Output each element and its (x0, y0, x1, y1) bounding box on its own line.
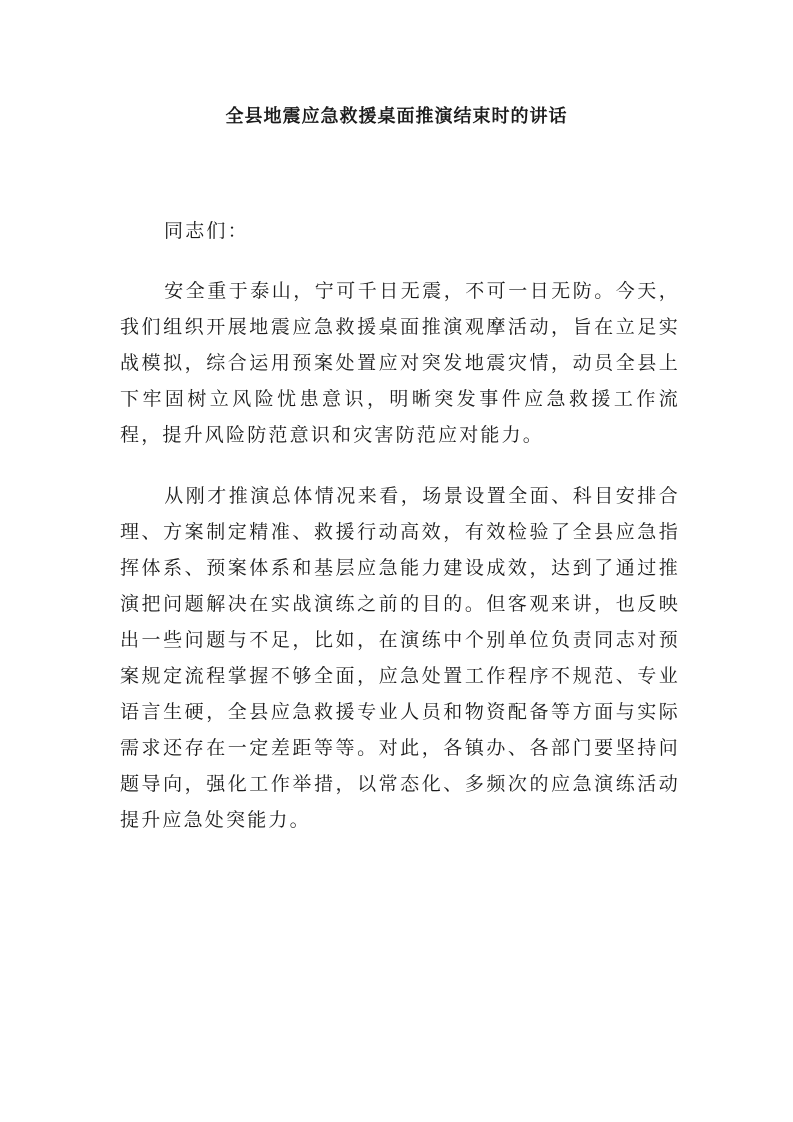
paragraph-1-text: 安全重于泰山，宁可千日无震，不可一日无防。今天，我们组织开展地震应急救援桌面推演观摩活动，旨在立足实战模拟，综合运用预案处置应对突发地震灾情，动员全县上下牢固树立风险忧患意识，明晰突发事件应急救援工作流程，提升风险防范意识和灾害防范应对能力。 (120, 280, 680, 446)
salutation-text: 同志们： (164, 220, 249, 242)
paragraph-2 (120, 478, 680, 838)
salutation (120, 213, 680, 249)
document-title: 全县地震应急救援桌面推演结束时的讲话 (225, 106, 568, 127)
paragraph-2-text: 从刚才推演总体情况来看，场景设置全面、科目安排合理、方案制定精准、救援行动高效，有效检验了全县应急指挥体系、预案体系和基层应急能力建设成效，达到了通过推演把问题解决在实战演练之前的目的。但客观来讲，也反映出一些问题与不足，比如，在演练中个别单位负责同志对预案规定流程掌握不够全面，应急处置工作程序不规范、专业语言生硬，全县应急救援专业人员和物资配备等方面与实际需求还存在一定差距等等。对此，各镇办、各部门要坚持问题导向，强化工作举措，以常态化、多频次的应急演练活动提升应急处突能力。 (120, 485, 680, 831)
document-body (120, 213, 680, 863)
paragraph-1 (120, 273, 680, 453)
